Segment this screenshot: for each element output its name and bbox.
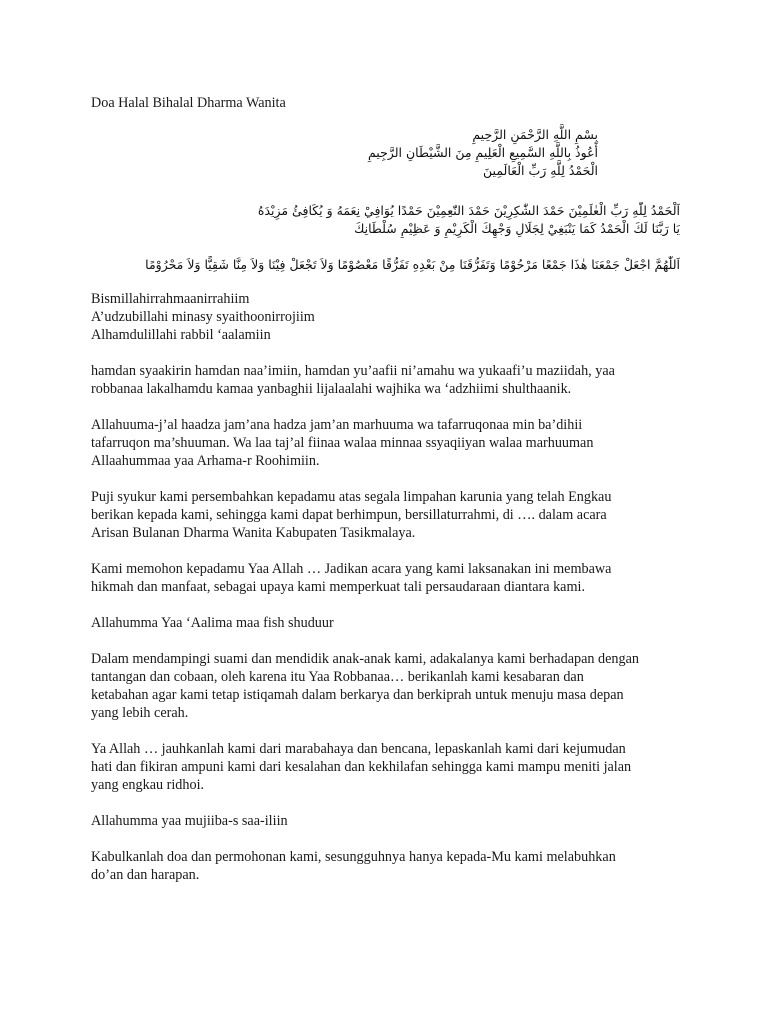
body-paragraph-line: berikan kepada kami, sehingga kami dapat berhimpun, bersillaturrahmi, di …. dalam acara <box>91 507 607 523</box>
body-paragraph-line: yang lebih cerah. <box>91 705 189 721</box>
latin-paragraph-line: tafarruqon ma’shuuman. Wa laa taj’al fiinaa walaa minnaa ssyaqiiyan walaa marhuuman <box>91 435 594 451</box>
body-paragraph-line: Arisan Bulanan Dharma Wanita Kabupaten Tasikmalaya. <box>91 525 416 541</box>
arabic-hamdalah: الْحَمْدُ لِلَّهِ رَبِّ الْعَالَمِينَ <box>483 163 598 178</box>
latin-hamdalah: Alhamdulillahi rabbil ‘aalamiin <box>91 327 271 343</box>
latin-paragraph-line: hamdan syaakirin hamdan naa’imiin, hamdan yu’aafii ni’amahu wa yukaafi’u maziidah, yaa <box>91 363 615 379</box>
body-paragraph-line: Puji syukur kami persembahkan kepadamu atas segala limpahan karunia yang telah Engkau <box>91 489 612 505</box>
arabic-praise-line-2: يَا رَبَّنَا لَكَ الْحَمْدُ كَمَا يَنْبَغِيْ لِجَلَالِ وَجْهِكَ الْكَرِيْمِ وَ عَظِيْمِ سُلْطَانِكَ <box>354 221 680 236</box>
latin-paragraph-line: Allaahummaa yaa Arhama-r Roohimiin. <box>91 453 320 469</box>
body-paragraph-line: Kami memohon kepadamu Yaa Allah … Jadikan acara yang kami laksanakan ini membawa <box>91 561 612 577</box>
arabic-basmalah: بِسْمِ اللَّهِ الرَّحْمَنِ الرَّحِيمِ <box>472 127 598 142</box>
body-paragraph-line: do’an dan harapan. <box>91 867 200 883</box>
arabic-taawudz: أَعُوذُ بِاللَّهِ السَّمِيعِ الْعَلِيمِ مِنَ الشَّيْطَانِ الرَّجِيمِ <box>367 145 598 160</box>
prayer-heading: Allahumma Yaa ‘Aalima maa fish shuduur <box>91 615 334 631</box>
arabic-praise-line-1: اَلْحَمْدُ لِلّٰهِ رَبِّ الْعٰلَمِيْنَ حَمْدَ الشّٰكِرِيْنَ حَمْدَ النّٰعِمِيْنَ حَمْدًا يُوَافِيْ نِعَمَهُ وَ يُكَافِئُ مَزِيْدَهُ <box>257 203 680 218</box>
body-paragraph-line: Kabulkanlah doa dan permohonan kami, sesungguhnya hanya kepada-Mu kami melabuhkan <box>91 849 616 865</box>
body-paragraph-line: hikmah dan manfaat, sebagai upaya kami memperkuat tali persaudaraan diantara kami. <box>91 579 585 595</box>
body-paragraph-line: yang engkau ridhoi. <box>91 777 205 793</box>
latin-paragraph-line: robbanaa lakalhamdu kamaa yanbaghii lijalaalahi wajhika wa ‘adzhiimi shulthaanik. <box>91 381 572 397</box>
body-paragraph-line: Dalam mendampingi suami dan mendidik anak-anak kami, adakalanya kami berhadapan dengan <box>91 651 639 667</box>
arabic-prayer-line: اَللّٰهُمَّ اجْعَلْ جَمْعَنَا هٰذَا جَمْعًا مَرْحُوْمًا وَتَفَرُّقَنَا مِنْ بَعْدِهِ تَفَرُّقًا مَعْصُوْمًا وَلاَ تَجْعَلْ فِيْنَا وَلاَ مِنَّا شَقِيًّا وَلاَ مَحْرُوْمًا <box>145 257 680 272</box>
latin-basmalah: Bismillahirrahmaanirrahiim <box>91 291 250 307</box>
latin-paragraph-line: Allahuuma-j’al haadza jam’ana hadza jam’an marhuuma wa tafarruqonaa min ba’dihii <box>91 417 583 433</box>
body-paragraph-line: hati dan fikiran ampuni kami dari kesalahan dan kekhilafan sehingga kami mampu meniti jalan <box>91 759 632 775</box>
latin-taawudz: A’udzubillahi minasy syaithoonirrojiim <box>91 309 315 325</box>
body-paragraph-line: Ya Allah … jauhkanlah kami dari marabahaya dan bencana, lepaskanlah kami dari kejumudan <box>91 741 626 757</box>
document-title: Doa Halal Bihalal Dharma Wanita <box>91 95 286 111</box>
prayer-heading: Allahumma yaa mujiiba-s saa-iliin <box>91 813 288 829</box>
body-paragraph-line: ketabahan agar kami tetap istiqamah dalam berkarya dan berkiprah untuk menuju masa depan <box>91 687 624 703</box>
body-paragraph-line: tantangan dan cobaan, oleh karena itu Yaa Robbanaa… berikanlah kami kesabaran dan <box>91 669 584 685</box>
